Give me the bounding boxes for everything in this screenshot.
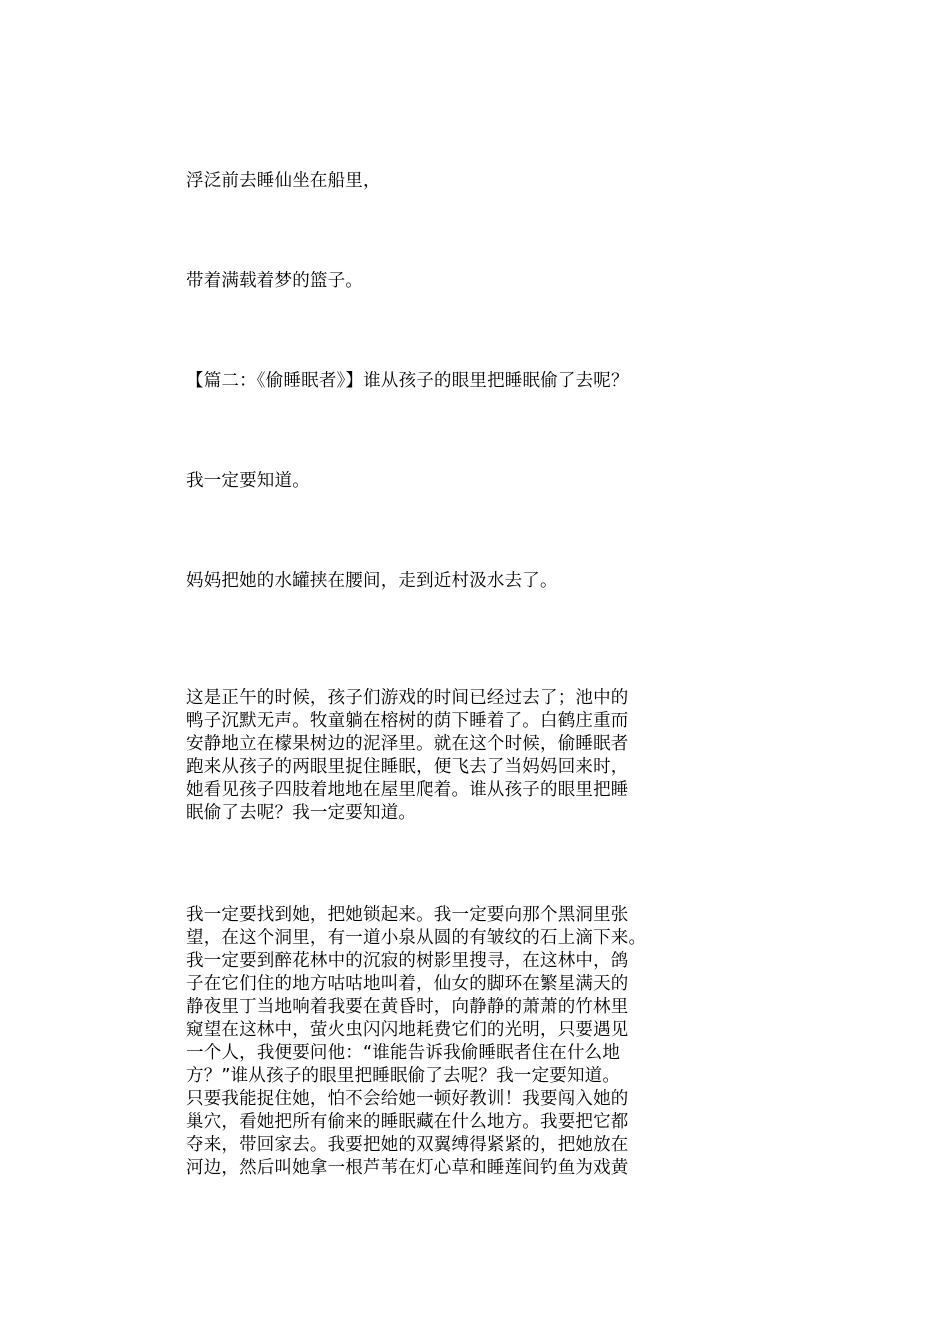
section-heading-sleep-stealer: 【篇二：《偷睡眠者》】谁从孩子的眼里把睡眠偷了去呢？ bbox=[186, 371, 629, 391]
paragraph-search: 我一定要找到她，把她锁起来。我一定要向那个黑洞里张 望，在这个洞里，有一道小泉从圆的有皱纹的石上滴下来。 我一定要到醉花林中的沉寂的树影里搜寻，在这林中，鸽 子在它们住的地方咕咕地叫着，仙女的脚环在繁星满天的 静夜里丁当地响着我要在黄昏时，向静静的萧萧的竹林里 窥望在这林中，萤火虫闪闪地耗费它们的光明，只要遇见 一个人，我便要问他：“谁能告诉我偷睡眠者住在什么地 方？”谁从孩子的眼里把睡眠偷了去呢？我一定要知道。 只要我能捉住她，怕不会给她一顿好教训！我要闯入她的 巢穴，看她把所有偷来的睡眠藏在什么地方。我要把它都 夺来，带回家去。我要把她的双翼缚得紧紧的，把她放在 河边，然后叫她拿一根芦苇在灯心草和睡莲间钓鱼为戏黄 bbox=[186, 905, 647, 1178]
poem-line-basket: 带着满载着梦的篮子。 bbox=[186, 271, 363, 291]
paragraph-mother-water: 妈妈把她的水罐挟在腰间，走到近村汲水去了。 bbox=[186, 571, 558, 591]
paragraph-noon: 这是正午的时候，孩子们游戏的时间已经过去了；池中的 鸭子沉默无声。牧童躺在榕树的荫下睡着了。白鹤庄重而 安静地立在檬果树边的泥泽里。就在这个时候，偷睡眠者 跑来从孩子的两眼里捉住睡眠，便飞去了当妈妈回来时， 她看见孩子四肢着地地在屋里爬着。谁从孩子的眼里把睡 眠偷了去呢？我一定要知道。 bbox=[186, 688, 629, 823]
paragraph-must-know: 我一定要知道。 bbox=[186, 471, 310, 491]
poem-line-boat: 浮泛前去睡仙坐在船里， bbox=[186, 171, 381, 191]
